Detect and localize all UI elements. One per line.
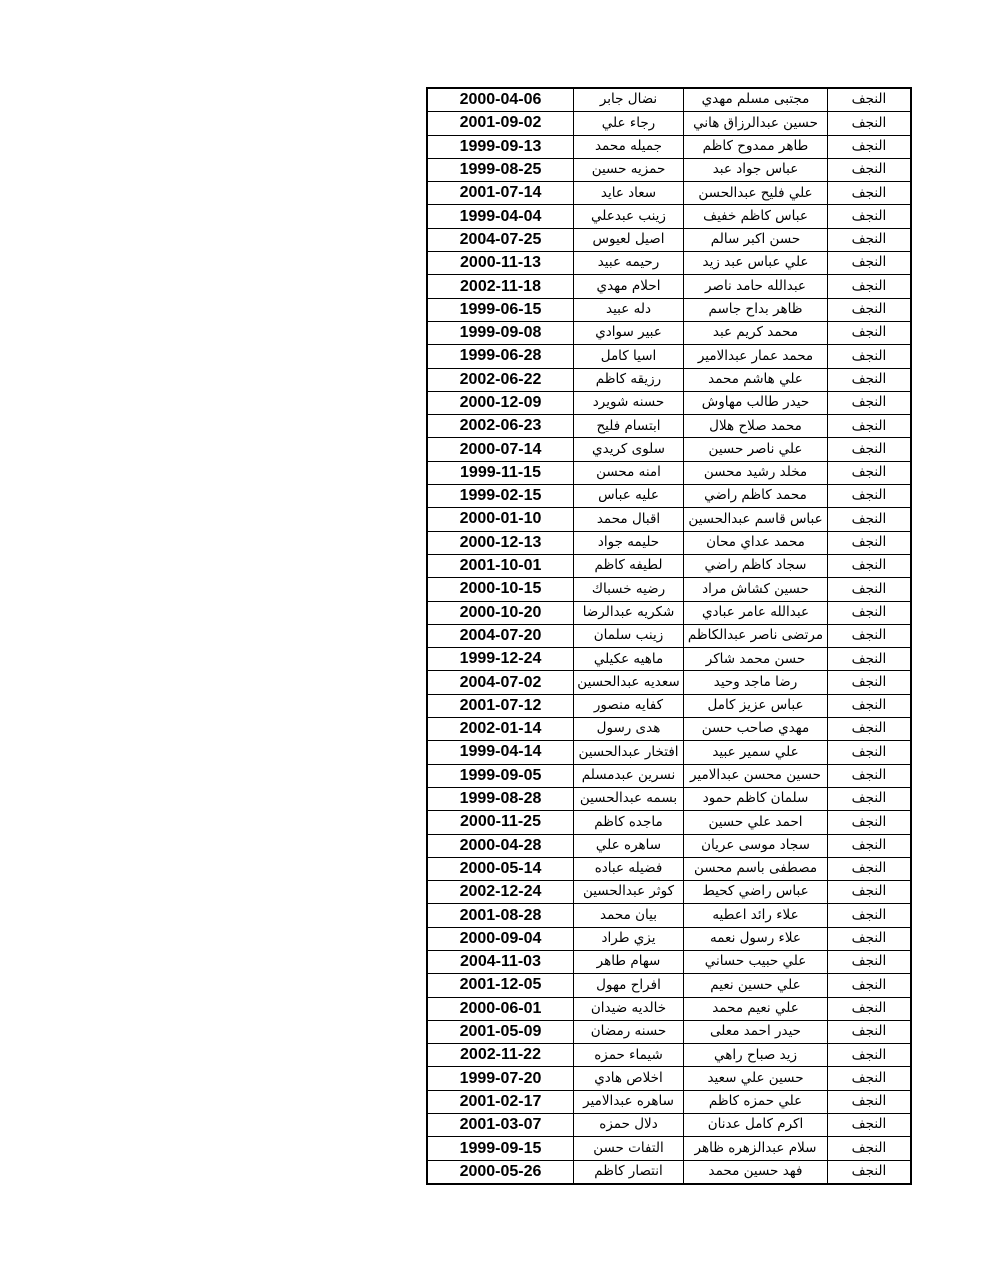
governorate-cell: النجف [828, 554, 912, 577]
governorate-cell: النجف [828, 927, 912, 950]
governorate-cell: النجف [828, 1044, 912, 1067]
full-name-cell: علي نعيم محمد [684, 997, 828, 1020]
table-row [427, 112, 911, 135]
birth-date-cell: 2001-07-14 [427, 182, 574, 205]
full-name-cell: سجاد كاظم راضي [684, 554, 828, 577]
mother-name-cell: رضيه خسباك [574, 578, 684, 601]
table-row [427, 1020, 911, 1043]
governorate-cell: النجف [828, 275, 912, 298]
mother-name-cell: ساهره علي [574, 834, 684, 857]
birth-date-cell: 1999-09-13 [427, 135, 574, 158]
governorate-cell: النجف [828, 950, 912, 973]
mother-name-cell: احلام مهدي [574, 275, 684, 298]
table-row [427, 811, 911, 834]
mother-name-cell: ابتسام فليح [574, 415, 684, 438]
birth-date-cell: 2001-05-09 [427, 1020, 574, 1043]
full-name-cell: مصطفى باسم محسن [684, 857, 828, 880]
mother-name-cell: شيماء حمزه [574, 1044, 684, 1067]
governorate-cell: النجف [828, 718, 912, 741]
full-name-cell: مخلد رشيد محسن [684, 461, 828, 484]
birth-date-cell: 2001-07-12 [427, 694, 574, 717]
full-name-cell: حسين كشاش مراد [684, 578, 828, 601]
table-row [427, 648, 911, 671]
table-row [427, 275, 911, 298]
birth-date-cell: 1999-09-05 [427, 764, 574, 787]
full-name-cell: علاء رسول نعمه [684, 927, 828, 950]
birth-date-cell: 2004-07-20 [427, 624, 574, 647]
governorate-cell: النجف [828, 88, 912, 112]
mother-name-cell: حسنه شويرد [574, 391, 684, 414]
birth-date-cell: 2002-06-22 [427, 368, 574, 391]
birth-date-cell: 2002-11-22 [427, 1044, 574, 1067]
full-name-cell: عباس عزيز كامل [684, 694, 828, 717]
table-row [427, 461, 911, 484]
table-row [427, 578, 911, 601]
table-row [427, 1114, 911, 1137]
governorate-cell: النجف [828, 298, 912, 321]
table-row [427, 485, 911, 508]
table-row [427, 182, 911, 205]
governorate-cell: النجف [828, 112, 912, 135]
birth-date-cell: 1999-06-28 [427, 345, 574, 368]
mother-name-cell: يزي طراد [574, 927, 684, 950]
governorate-cell: النجف [828, 182, 912, 205]
full-name-cell: سلام عبدالزهره ظاهر [684, 1137, 828, 1160]
governorate-cell: النجف [828, 1020, 912, 1043]
mother-name-cell: حمزيه حسين [574, 158, 684, 181]
table-row [427, 834, 911, 857]
birth-date-cell: 1999-06-15 [427, 298, 574, 321]
mother-name-cell: جميله محمد [574, 135, 684, 158]
full-name-cell: سلمان كاظم حمود [684, 787, 828, 810]
full-name-cell: عبدالله حامد ناصر [684, 275, 828, 298]
birth-date-cell: 2001-08-28 [427, 904, 574, 927]
governorate-cell: النجف [828, 508, 912, 531]
table-row [427, 1090, 911, 1113]
full-name-cell: رضا ماجد وحيد [684, 671, 828, 694]
full-name-cell: محمد صلاح هلال [684, 415, 828, 438]
governorate-cell: النجف [828, 787, 912, 810]
birth-date-cell: 2001-03-07 [427, 1114, 574, 1137]
governorate-cell: النجف [828, 461, 912, 484]
full-name-cell: حسن اكبر سالم [684, 228, 828, 251]
table-row [427, 904, 911, 927]
table-row [427, 415, 911, 438]
birth-date-cell: 2004-07-25 [427, 228, 574, 251]
governorate-cell: النجف [828, 974, 912, 997]
full-name-cell: محمد عداي محان [684, 531, 828, 554]
table-row [427, 298, 911, 321]
birth-date-cell: 2000-05-14 [427, 857, 574, 880]
full-name-cell: مجتبى مسلم مهدي [684, 88, 828, 112]
table-row [427, 1044, 911, 1067]
birth-date-cell: 1999-04-04 [427, 205, 574, 228]
birth-date-cell: 1999-08-28 [427, 787, 574, 810]
table-row [427, 927, 911, 950]
birth-date-cell: 2000-11-25 [427, 811, 574, 834]
birth-date-cell: 2004-11-03 [427, 950, 574, 973]
mother-name-cell: افتخار عبدالحسين [574, 741, 684, 764]
governorate-cell: النجف [828, 228, 912, 251]
mother-name-cell: سلوى كريدي [574, 438, 684, 461]
governorate-cell: النجف [828, 904, 912, 927]
mother-name-cell: دلال حمزه [574, 1114, 684, 1137]
full-name-cell: حيدر احمد معلى [684, 1020, 828, 1043]
governorate-cell: النجف [828, 135, 912, 158]
records-body [427, 88, 911, 1184]
full-name-cell: حسين محسن عبدالامير [684, 764, 828, 787]
mother-name-cell: لطيفه كاظم [574, 554, 684, 577]
full-name-cell: علي حبيب حساني [684, 950, 828, 973]
birth-date-cell: 2000-10-15 [427, 578, 574, 601]
mother-name-cell: اخلاص هادي [574, 1067, 684, 1090]
mother-name-cell: حليمه جواد [574, 531, 684, 554]
governorate-cell: النجف [828, 811, 912, 834]
full-name-cell: علي حسين نعيم [684, 974, 828, 997]
birth-date-cell: 2001-12-05 [427, 974, 574, 997]
mother-name-cell: نسرين عبدمسلم [574, 764, 684, 787]
full-name-cell: حيدر طالب مهاوش [684, 391, 828, 414]
governorate-cell: النجف [828, 834, 912, 857]
mother-name-cell: زينب سلمان [574, 624, 684, 647]
mother-name-cell: انتصار كاظم [574, 1160, 684, 1184]
table-row [427, 997, 911, 1020]
governorate-cell: النجف [828, 601, 912, 624]
mother-name-cell: اصيل لعيوس [574, 228, 684, 251]
mother-name-cell: اسيا كامل [574, 345, 684, 368]
birth-date-cell: 1999-08-25 [427, 158, 574, 181]
full-name-cell: علاء رائد اعطيه [684, 904, 828, 927]
birth-date-cell: 2000-10-20 [427, 601, 574, 624]
table-row [427, 950, 911, 973]
mother-name-cell: كوثر عبدالحسين [574, 881, 684, 904]
mother-name-cell: سعاد عايد [574, 182, 684, 205]
governorate-cell: النجف [828, 345, 912, 368]
birth-date-cell: 2002-06-23 [427, 415, 574, 438]
governorate-cell: النجف [828, 1090, 912, 1113]
mother-name-cell: فضيله عباده [574, 857, 684, 880]
birth-date-cell: 2002-11-18 [427, 275, 574, 298]
full-name-cell: سجاد موسى عريان [684, 834, 828, 857]
governorate-cell: النجف [828, 741, 912, 764]
table-row [427, 321, 911, 344]
mother-name-cell: التفات حسن [574, 1137, 684, 1160]
mother-name-cell: نضال جابر [574, 88, 684, 112]
table-row [427, 508, 911, 531]
full-name-cell: اكرم كامل عدنان [684, 1114, 828, 1137]
full-name-cell: عباس جواد عبد [684, 158, 828, 181]
birth-date-cell: 2000-04-28 [427, 834, 574, 857]
governorate-cell: النجف [828, 391, 912, 414]
governorate-cell: النجف [828, 648, 912, 671]
mother-name-cell: امنه محسن [574, 461, 684, 484]
birth-date-cell: 1999-02-15 [427, 485, 574, 508]
governorate-cell: النجف [828, 415, 912, 438]
table-row [427, 158, 911, 181]
birth-date-cell: 2000-06-01 [427, 997, 574, 1020]
mother-name-cell: دله عبيد [574, 298, 684, 321]
full-name-cell: طاهر ممدوح كاظم [684, 135, 828, 158]
governorate-cell: النجف [828, 578, 912, 601]
governorate-cell: النجف [828, 531, 912, 554]
governorate-cell: النجف [828, 158, 912, 181]
table-row [427, 88, 911, 112]
table-row [427, 135, 911, 158]
birth-date-cell: 2000-12-09 [427, 391, 574, 414]
mother-name-cell: ماهيه عكيلي [574, 648, 684, 671]
full-name-cell: علي سمير عبيد [684, 741, 828, 764]
mother-name-cell: ساهره عبدالامير [574, 1090, 684, 1113]
full-name-cell: فهد حسين محمد [684, 1160, 828, 1184]
table-row [427, 718, 911, 741]
birth-date-cell: 2002-01-14 [427, 718, 574, 741]
birth-date-cell: 1999-09-15 [427, 1137, 574, 1160]
table-row [427, 252, 911, 275]
governorate-cell: النجف [828, 485, 912, 508]
table-row [427, 554, 911, 577]
table-row [427, 1067, 911, 1090]
full-name-cell: علي ناصر حسين [684, 438, 828, 461]
full-name-cell: حسن محمد شاكر [684, 648, 828, 671]
table-row [427, 601, 911, 624]
mother-name-cell: اقبال محمد [574, 508, 684, 531]
table-row [427, 205, 911, 228]
governorate-cell: النجف [828, 368, 912, 391]
governorate-cell: النجف [828, 1160, 912, 1184]
governorate-cell: النجف [828, 321, 912, 344]
records-table [426, 87, 912, 1185]
mother-name-cell: ماجده كاظم [574, 811, 684, 834]
mother-name-cell: رحيمه عبيد [574, 252, 684, 275]
birth-date-cell: 2001-09-02 [427, 112, 574, 135]
governorate-cell: النجف [828, 694, 912, 717]
full-name-cell: عباس راضي كحيط [684, 881, 828, 904]
full-name-cell: علي هاشم محمد [684, 368, 828, 391]
full-name-cell: مرتضى ناصر عبدالكاظم [684, 624, 828, 647]
table-row [427, 228, 911, 251]
mother-name-cell: افراح مهول [574, 974, 684, 997]
birth-date-cell: 2001-02-17 [427, 1090, 574, 1113]
mother-name-cell: خالديه ضيدان [574, 997, 684, 1020]
full-name-cell: علي عباس عبد زيد [684, 252, 828, 275]
governorate-cell: النجف [828, 438, 912, 461]
table-row [427, 857, 911, 880]
birth-date-cell: 1999-12-24 [427, 648, 574, 671]
mother-name-cell: عليه عباس [574, 485, 684, 508]
full-name-cell: زيد صباح راهي [684, 1044, 828, 1067]
governorate-cell: النجف [828, 624, 912, 647]
table-row [427, 345, 911, 368]
mother-name-cell: بيان محمد [574, 904, 684, 927]
table-row [427, 1160, 911, 1184]
full-name-cell: عباس قاسم عبدالحسين [684, 508, 828, 531]
table-row [427, 391, 911, 414]
governorate-cell: النجف [828, 764, 912, 787]
birth-date-cell: 2000-12-13 [427, 531, 574, 554]
birth-date-cell: 2000-01-10 [427, 508, 574, 531]
full-name-cell: احمد علي حسين [684, 811, 828, 834]
mother-name-cell: سهام طاهر [574, 950, 684, 973]
full-name-cell: محمد كاظم راضي [684, 485, 828, 508]
birth-date-cell: 2000-09-04 [427, 927, 574, 950]
table-row [427, 531, 911, 554]
birth-date-cell: 1999-09-08 [427, 321, 574, 344]
birth-date-cell: 2000-07-14 [427, 438, 574, 461]
mother-name-cell: شكريه عبدالرضا [574, 601, 684, 624]
governorate-cell: النجف [828, 671, 912, 694]
governorate-cell: النجف [828, 252, 912, 275]
table-row [427, 974, 911, 997]
table-row [427, 624, 911, 647]
governorate-cell: النجف [828, 1114, 912, 1137]
mother-name-cell: رزيقه كاظم [574, 368, 684, 391]
birth-date-cell: 2004-07-02 [427, 671, 574, 694]
governorate-cell: النجف [828, 205, 912, 228]
mother-name-cell: سعديه عبدالحسين [574, 671, 684, 694]
full-name-cell: عباس كاظم خفيف [684, 205, 828, 228]
birth-date-cell: 1999-04-14 [427, 741, 574, 764]
full-name-cell: علي فليح عبدالحسن [684, 182, 828, 205]
birth-date-cell: 1999-07-20 [427, 1067, 574, 1090]
full-name-cell: ظاهر بداح جاسم [684, 298, 828, 321]
mother-name-cell: رجاء علي [574, 112, 684, 135]
mother-name-cell: بسمه عبدالحسين [574, 787, 684, 810]
full-name-cell: مهدي صاحب حسن [684, 718, 828, 741]
governorate-cell: النجف [828, 857, 912, 880]
table-row [427, 881, 911, 904]
full-name-cell: محمد عمار عبدالامير [684, 345, 828, 368]
birth-date-cell: 2000-04-06 [427, 88, 574, 112]
birth-date-cell: 2000-05-26 [427, 1160, 574, 1184]
full-name-cell: عبدالله عامر عبادي [684, 601, 828, 624]
birth-date-cell: 1999-11-15 [427, 461, 574, 484]
governorate-cell: النجف [828, 997, 912, 1020]
birth-date-cell: 2001-10-01 [427, 554, 574, 577]
mother-name-cell: حسنه رمضان [574, 1020, 684, 1043]
full-name-cell: حسين علي سعيد [684, 1067, 828, 1090]
table-row [427, 438, 911, 461]
table-row [427, 694, 911, 717]
full-name-cell: علي حمزه كاظم [684, 1090, 828, 1113]
governorate-cell: النجف [828, 1137, 912, 1160]
governorate-cell: النجف [828, 881, 912, 904]
mother-name-cell: كفايه منصور [574, 694, 684, 717]
birth-date-cell: 2002-12-24 [427, 881, 574, 904]
mother-name-cell: زينب عبدعلي [574, 205, 684, 228]
full-name-cell: محمد كريم عبد [684, 321, 828, 344]
table-row [427, 764, 911, 787]
table-row [427, 671, 911, 694]
table-row [427, 741, 911, 764]
full-name-cell: حسين عبدالرزاق هاني [684, 112, 828, 135]
governorate-cell: النجف [828, 1067, 912, 1090]
mother-name-cell: هدى رسول [574, 718, 684, 741]
table-row [427, 368, 911, 391]
mother-name-cell: عبير سوادي [574, 321, 684, 344]
table-row [427, 1137, 911, 1160]
table-row [427, 787, 911, 810]
birth-date-cell: 2000-11-13 [427, 252, 574, 275]
